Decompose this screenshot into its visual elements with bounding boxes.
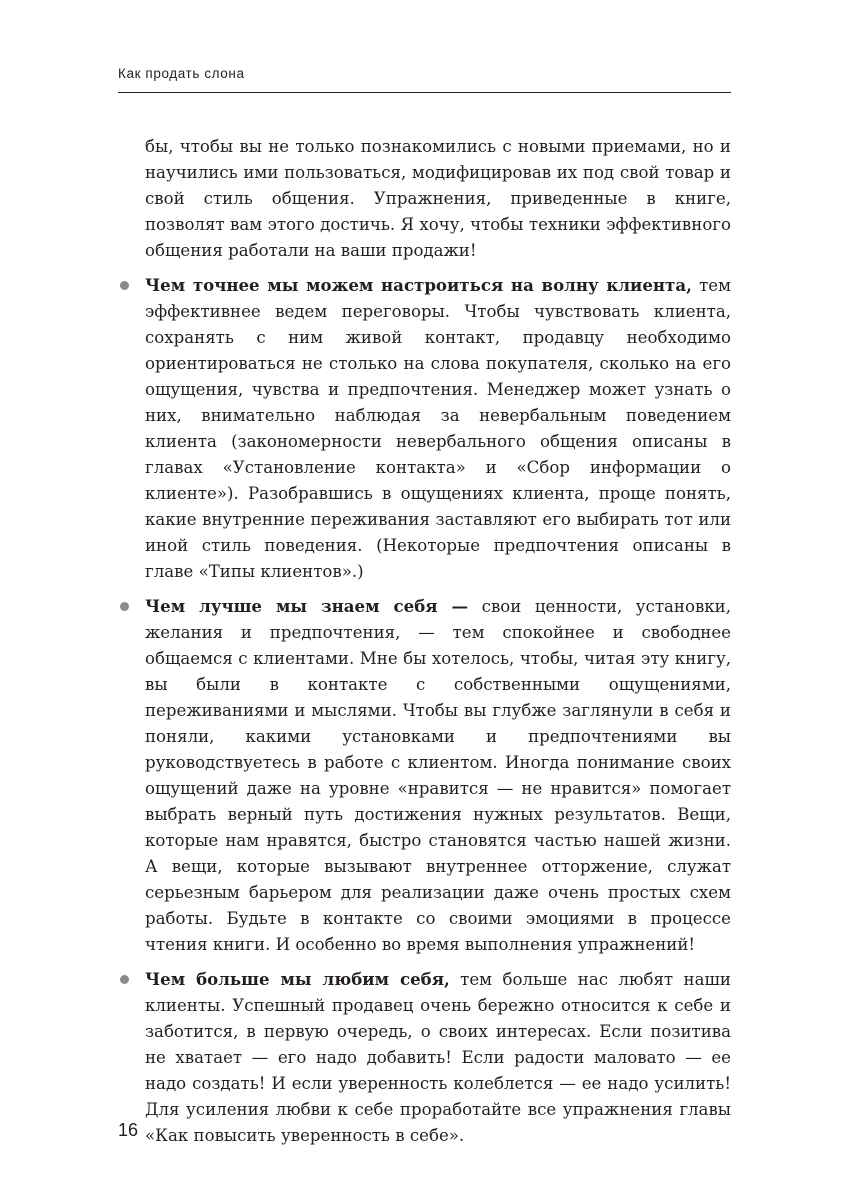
bullet-dot-icon [120,602,129,611]
bullet-lead: Чем точнее мы можем настроиться на волну клиента, [145,275,692,295]
header-divider [118,92,731,93]
bullet-dot-icon [120,281,129,290]
bullet-text: тем больше нас любят наши клиенты. Успешный продавец очень бережно относится к себе и заботится, в первую очередь, о своих интересах. Если позитива не хватает — его надо добавить! Если радости маловато — ее надо создать! И если уверенность колеблется — ее надо усилить! Для усиления любви к себе проработайте все упражнения главы «Как повысить уверенность в себе». [145,970,731,1145]
bullet-lead: Чем больше мы любим себя, [145,969,450,989]
page-number: 16 [118,1120,139,1140]
bullet-text: свои ценности, установки, желания и предпочтения, — тем спокойнее и свободнее общаемся с клиентами. Мне бы хотелось, чтобы, читая эту книгу, вы были в контакте с собственными ощущениями, переживаниями и мыслями. Чтобы вы глубже заглянули в себя и поняли, какими установками и предпочтениями вы руководствуетесь в работе с клиентом. Иногда понимание своих ощущений даже на уровне «нравится — не нравится» помогает выбрать верный путь достижения нужных результатов. Вещи, которые нам нравятся, быстро становятся частью нашей жизни. А вещи, которые вызывают внутреннее отторжение, служат серьезным барьером для реализации даже очень простых схем работы. Будьте в контакте со своими эмоциями в процессе чтения книги. И особенно во время выполнения упражнений! [145,597,731,954]
bullet-item-know-yourself [118,593,731,958]
bullet-dot-icon [120,975,129,984]
bullet-list [118,272,731,1149]
bullet-item-love-yourself [118,966,731,1149]
page-body [118,134,731,1149]
bullet-lead: Чем лучше мы знаем себя — [145,596,469,616]
bullet-item-tune-to-client [118,272,731,585]
intro-paragraph: бы, чтобы вы не только познакомились с новыми приемами, но и научились ими пользоваться, модифицировав их под свой товар и свой стиль общения. Упражнения, приведенные в книге, позволят вам этого достичь. Я хочу, чтобы техники эффективного общения работали на ваши продажи! [145,137,731,260]
bullet-text: тем эффективнее ведем переговоры. Чтобы чувствовать клиента, сохранять с ним живой контакт, продавцу необходимо ориентироваться не столько на слова покупателя, сколько на его ощущения, чувства и предпочтения. Менеджер может узнать о них, внимательно наблюдая за невербальным поведением клиента (закономерности невербального общения описаны в главах «Установление контакта» и «Сбор информации о клиенте»). Разобравшись в ощущениях клиента, проще понять, какие внутренние переживания заставляют его выбирать тот или иной стиль поведения. (Некоторые предпочтения описаны в главе «Типы клиентов».) [145,276,731,581]
running-header-title: Как продать слона [118,66,245,81]
